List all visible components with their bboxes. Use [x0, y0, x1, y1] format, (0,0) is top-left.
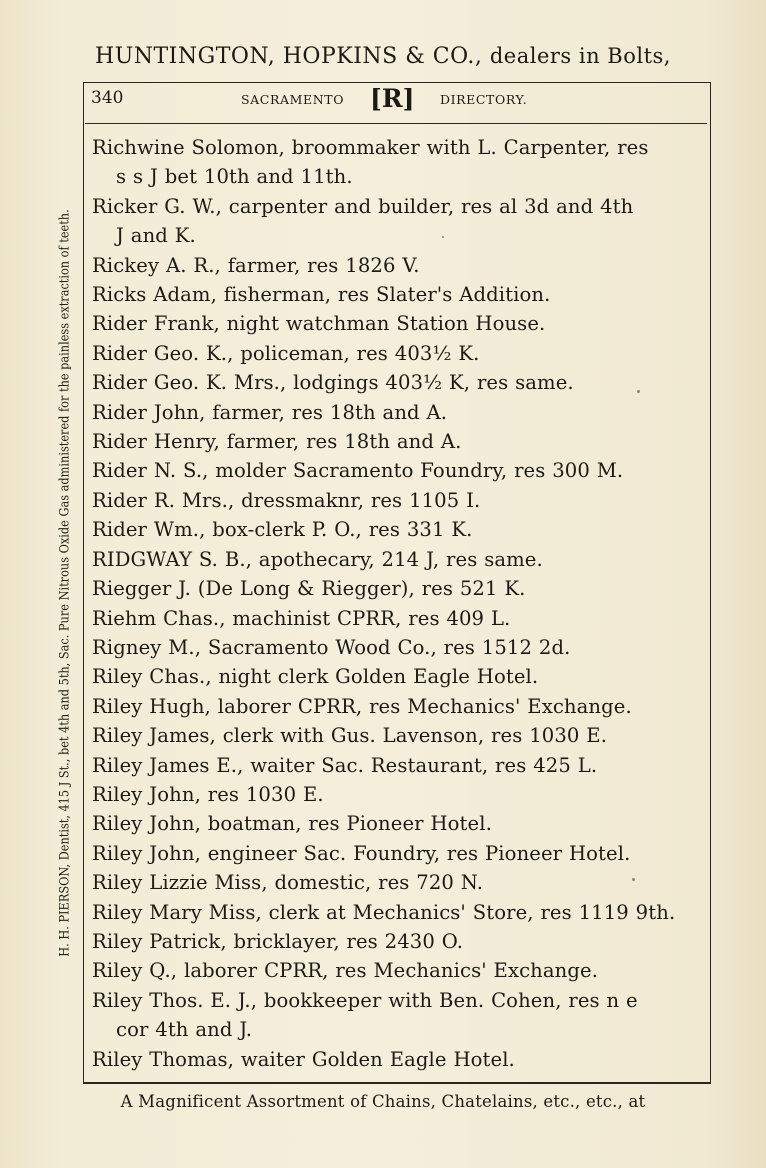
side-advertisement: H. H. PIERSON, Dentist, 415 J St., bet 4th and 5th, Sac. Pure Nitrous Oxide Gas administered for the painless extraction of teeth. [56, 209, 72, 957]
entry-line: Rigney M., Sacramento Wood Co., res 1512 2d. [92, 635, 571, 659]
directory-entry [92, 809, 702, 838]
entry-line: Riehm Chas., machinist CPRR, res 409 L. [92, 606, 511, 630]
entry-line: Riley Thomas, waiter Golden Eagle Hotel. [92, 1047, 515, 1071]
entry-line: Rider Wm., box-clerk P. O., res 331 K. [92, 518, 473, 542]
top-advertisement-firm: HUNTINGTON, HOPKINS & CO., [95, 44, 483, 69]
entry-continuation-line: cor 4th and J. [116, 1018, 253, 1042]
directory-entry [92, 545, 702, 574]
entry-line: Rider John, farmer, res 18th and A. [92, 400, 448, 424]
directory-entry [92, 456, 702, 485]
running-head-rule [85, 123, 707, 124]
entry-line: Riley John, engineer Sac. Foundry, res Pioneer Hotel. [92, 841, 631, 865]
entry-line: Riley Thos. E. J., bookkeeper with Ben. Cohen, res n e [92, 988, 638, 1012]
directory-entries [92, 133, 702, 1074]
entry-line: RIDGWAY S. B., apothecary, 214 J, res same. [92, 547, 543, 571]
directory-entry [92, 398, 702, 427]
print-speck [632, 878, 635, 881]
entry-line: Riley Hugh, laborer CPRR, res Mechanics' Exchange. [92, 694, 632, 718]
entry-line: Riley John, boatman, res Pioneer Hotel. [92, 812, 492, 836]
entry-line: Riley Patrick, bricklayer, res 2430 O. [92, 929, 464, 953]
directory-entry [92, 986, 702, 1045]
top-advertisement-tail: dealers in Bolts, [489, 44, 671, 68]
entry-line: Riegger J. (De Long & Riegger), res 521 K. [92, 577, 526, 601]
directory-entry [92, 751, 702, 780]
entry-line: Rider Frank, night watchman Station House. [92, 312, 546, 336]
print-speck [442, 236, 444, 238]
directory-entry [92, 898, 702, 927]
entry-line: Rider N. S., molder Sacramento Foundry, res 300 M. [92, 459, 624, 483]
directory-entry [92, 574, 702, 603]
entry-continuation-line: s s J bet 10th and 11th. [116, 165, 353, 189]
directory-entry [92, 927, 702, 956]
entry-line: Riley Chas., night clerk Golden Eagle Hotel. [92, 665, 539, 689]
entry-line: Rider Geo. K., policeman, res 403½ K. [92, 341, 480, 365]
bottom-advertisement: A Magnificent Assortment of Chains, Chatelains, etc., etc., at [120, 1092, 646, 1111]
entry-line: Rider Henry, farmer, res 18th and A. [92, 430, 462, 454]
entry-line: Rider R. Mrs., dressmaknr, res 1105 I. [92, 488, 481, 512]
directory-entry [92, 515, 702, 544]
directory-entry [92, 633, 702, 662]
directory-entry [92, 868, 702, 897]
entry-line: Riley Lizzie Miss, domestic, res 720 N. [92, 871, 484, 895]
entry-line: Riley Mary Miss, clerk at Mechanics' Store, res 1119 9th. [92, 900, 676, 924]
entry-continuation-line: J and K. [116, 224, 196, 248]
directory-entry [92, 1045, 702, 1074]
directory-entry [92, 486, 702, 515]
entry-line: Riley James E., waiter Sac. Restaurant, res 425 L. [92, 753, 598, 777]
directory-entry [92, 721, 702, 750]
entry-line: Riley James, clerk with Gus. Lavenson, res 1030 E. [92, 724, 608, 748]
directory-entry [92, 368, 702, 397]
page-number: 340 [91, 88, 124, 108]
directory-entry [92, 251, 702, 280]
directory-entry [92, 692, 702, 721]
directory-entry [92, 133, 702, 192]
top-advertisement [0, 44, 766, 69]
entry-line: Riley John, res 1030 E. [92, 782, 324, 806]
side-advertisement-container [49, 80, 79, 1086]
directory-entry [92, 309, 702, 338]
directory-entry [92, 956, 702, 985]
section-letter: [R] [370, 84, 415, 113]
directory-entry [92, 192, 702, 251]
entry-line: Ricker G. W., carpenter and builder, res al 3d and 4th [92, 194, 634, 218]
directory-entry [92, 839, 702, 868]
entry-line: Rider Geo. K. Mrs., lodgings 403½ K, res same. [92, 371, 574, 395]
running-head-left-title: SACRAMENTO [241, 92, 345, 107]
directory-entry [92, 339, 702, 368]
directory-entry [92, 427, 702, 456]
directory-entry [92, 780, 702, 809]
entry-line: Riley Q., laborer CPRR, res Mechanics' Exchange. [92, 959, 599, 983]
running-head-right-title: DIRECTORY. [440, 92, 528, 107]
directory-entry [92, 662, 702, 691]
directory-entry [92, 280, 702, 309]
running-head [83, 84, 711, 124]
directory-entry [92, 604, 702, 633]
entry-line: Ricks Adam, fisherman, res Slater's Addition. [92, 283, 551, 307]
print-speck [637, 390, 640, 393]
entry-line: Rickey A. R., farmer, res 1826 V. [92, 253, 420, 277]
entry-line: Richwine Solomon, broommaker with L. Carpenter, res [92, 136, 649, 159]
